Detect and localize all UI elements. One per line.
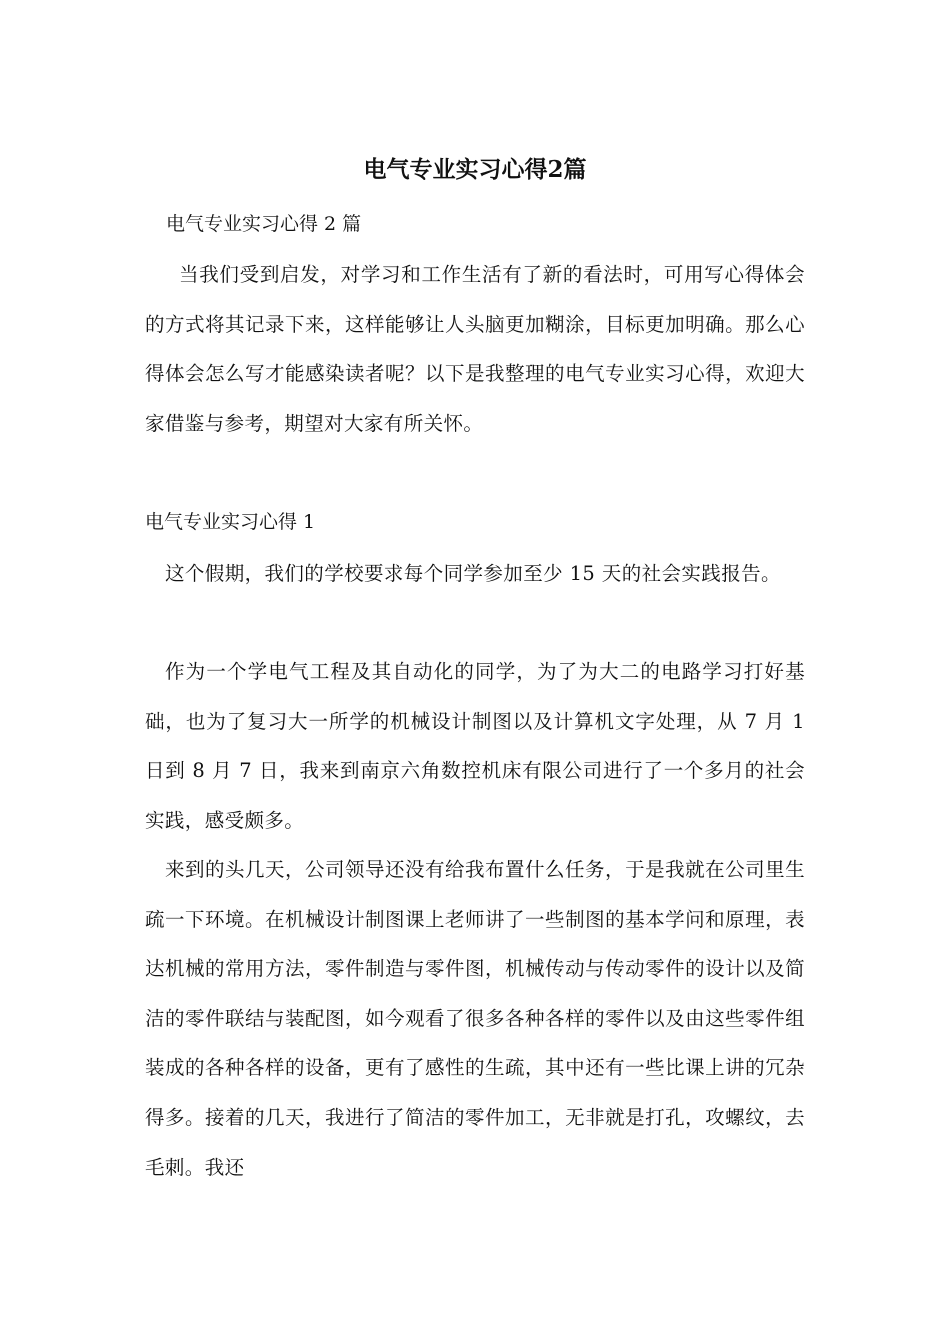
document-title: 电气专业实习心得2篇 — [363, 156, 587, 183]
body-paragraph: 作为一个学电气工程及其自动化的同学，为了为大二的电路学习打好基础，也为了复习大一所学的机械设计制图以及计算机文字处理，从 7 月 1 日到 8 月 7 日，我来到南京六角数控机床有限公司进行了一个多月的社会实践，感受颇多。 — [145, 660, 805, 832]
body-paragraph: 这个假期，我们的学校要求每个同学参加至少 15 天的社会实践报告。 — [165, 562, 781, 585]
document-subtitle: 电气专业实习心得 2 篇 — [166, 213, 362, 235]
body-paragraph: 来到的头几天，公司领导还没有给我布置什么任务，于是我就在公司里生疏一下环境。在机械设计制图课上老师讲了一些制图的基本学问和原理，表达机械的常用方法，零件制造与零件图，机械传动与传动零件的设计以及简洁的零件联结与装配图，如今观看了很多各种各样的零件以及由这些零件组装成的各种各样的设备，更有了感性的生疏，其中还有一些比课上讲的冗杂得多。接着的几天，我进行了简洁的零件加工，无非就是打孔，攻螺纹，去毛刺。我还 — [145, 858, 805, 1179]
section-heading: 电气专业实习心得 1 — [145, 511, 316, 533]
intro-paragraph: 当我们受到启发，对学习和工作生活有了新的看法时，可用写心得体会的方式将其记录下来，这样能够让人头脑更加糊涂，目标更加明确。那么心得体会怎么写才能感染读者呢？以下是我整理的电气专业实习心得，欢迎大家借鉴与参考，期望对大家有所关怀。 — [145, 263, 805, 435]
